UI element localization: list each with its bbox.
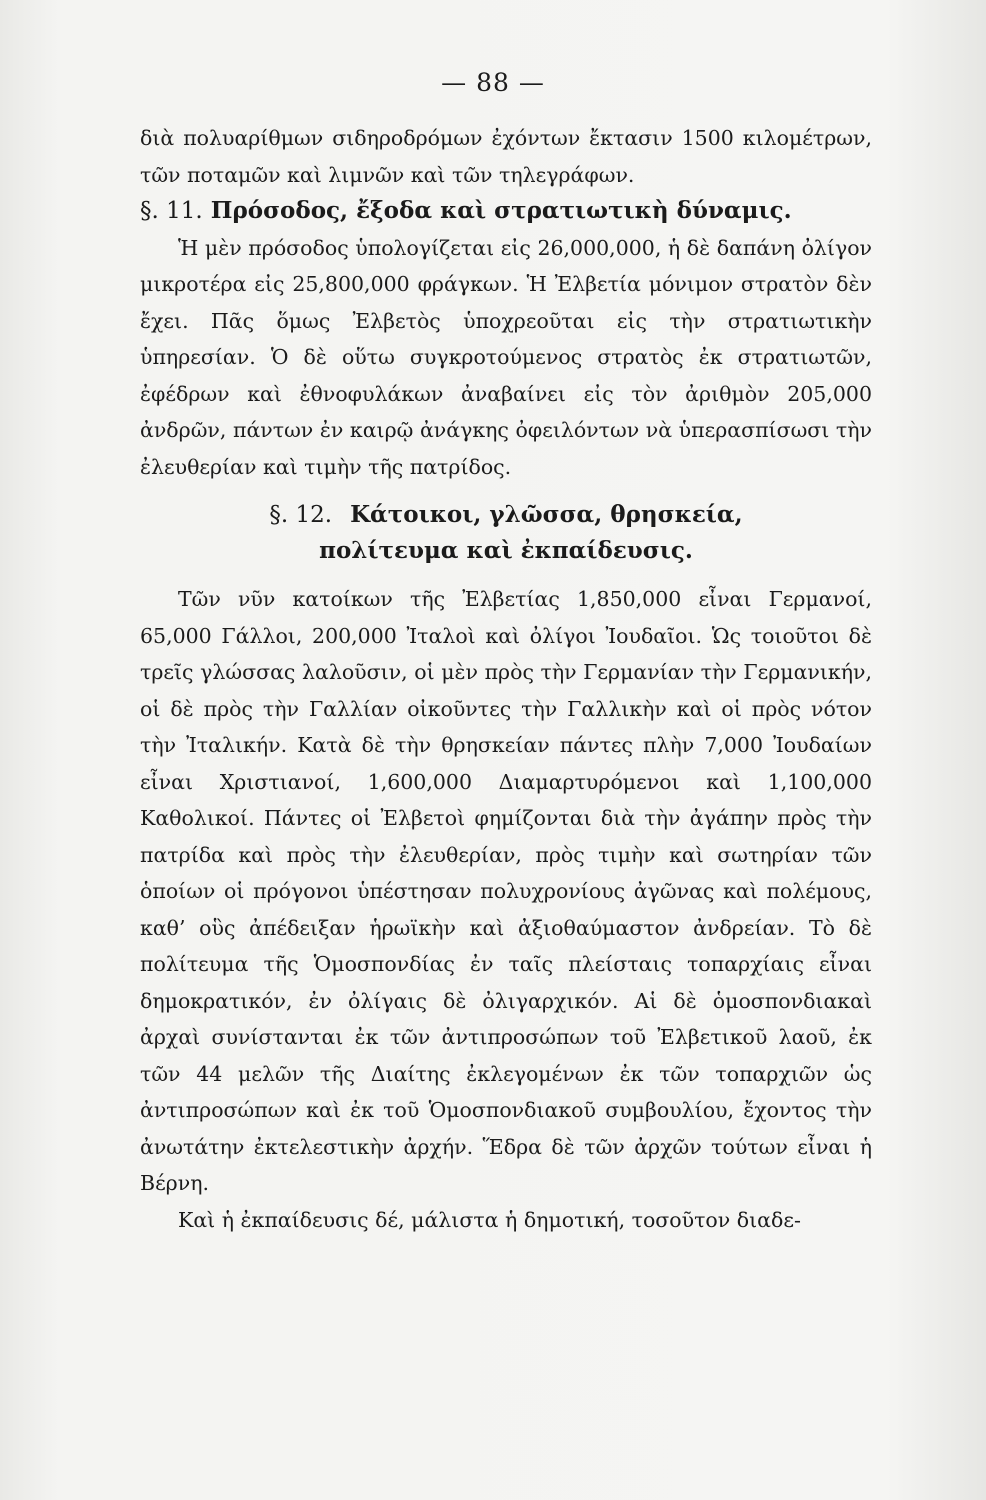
page-number: — 88 — (441, 68, 545, 97)
section-11-paragraph: Ἡ μὲν πρόσοδος ὑπολογίζεται εἰς 26,000,000, ἡ δὲ δαπάνη ὀλίγον μικροτέρα εἰς 25,800,000 φράγκων. Ἡ Ἐλβετία μόνιμον στρατὸν δὲν ἔχει. Πᾶς ὅμως Ἐλβετὸς ὑποχρεοῦται εἰς τὴν στρατιωτικὴν ὑπηρεσίαν. Ὁ δὲ οὕτω συγκροτούμενος στρατὸς ἐκ στρατιωτῶν, ἐφέδρων καὶ ἐθνοφυλάκων ἀναβαίνει εἰς τὸν ἀριθμὸν 205,000 ἀνδρῶν, πάντων ἐν καιρῷ ἀνάγκης ὀφειλόντων νὰ ὑπερασπίσωσι τὴν ἐλευθερίαν καὶ τιμὴν τῆς πατρίδος. (140, 235, 872, 479)
section-12-title-line1: Κάτοικοι, γλῶσσα, θρησκεία, (350, 501, 743, 528)
section-11-title: Πρόσοδος, ἔξοδα καὶ στρατιωτικὴ δύναμις. (210, 197, 792, 224)
intro-paragraph: διὰ πολυαρίθμων σιδηροδρόμων ἐχόντων ἔκτασιν 1500 κιλομέτρων, τῶν ποταμῶν καὶ λιμνῶν καὶ τῶν τηλεγράφων. (140, 126, 872, 187)
section-11-heading (140, 193, 872, 230)
section-12-last-line: Καὶ ἡ ἐκπαίδευσις δέ, μάλιστα ἡ δημοτική, τοσοῦτον διαδε- (178, 1207, 801, 1232)
section-12-title-line2: πολίτευμα καὶ ἐκπαίδευσις. (319, 537, 693, 564)
section-12-number: §. 12. (269, 502, 333, 528)
page-text (140, 120, 872, 1238)
section-12-paragraph: Τῶν νῦν κατοίκων τῆς Ἐλβετίας 1,850,000 εἶναι Γερμανοί, 65,000 Γάλλοι, 200,000 Ἰταλοὶ καὶ ὀλίγοι Ἰουδαῖοι. Ὡς τοιοῦτοι δὲ τρεῖς γλώσσας λαλοῦσιν, οἱ μὲν πρὸς τὴν Γερμανίαν τὴν Γερμανικήν, οἱ δὲ πρὸς τὴν Γαλλίαν οἰκοῦντες τὴν Γαλλικὴν καὶ οἱ πρὸς νότον τὴν Ἰταλικήν. Κατὰ δὲ τὴν θρησκείαν πάντες πλὴν 7,000 Ἰουδαίων εἶναι Χριστιανοί, 1,600,000 Διαμαρτυρόμενοι καὶ 1,100,000 Καθολικοί. Πάντες οἱ Ἐλβετοὶ φημίζονται διὰ τὴν ἀγάπην πρὸς τὴν πατρίδα καὶ πρὸς τὴν ἐλευθερίαν, πρὸς τιμὴν καὶ σωτηρίαν τῶν ὁποίων οἱ πρόγονοι ὑπέστησαν πολυχρονίους ἀγῶνας καὶ πολέμους, καθ’ οὓς ἀπέδειξαν ἡρωϊκὴν καὶ ἀξιοθαύμαστον ἀνδρείαν. Τὸ δὲ πολίτευμα τῆς Ὁμοσπονδίας ἐν ταῖς πλείσταις τοπαρχίαις εἶναι δημοκρατικόν, ἐν ὀλίγαις δὲ ὀλιγαρχικόν. Αἱ δὲ ὁμοσπονδιακαὶ ἀρχαὶ συνίστανται ἐκ τῶν ἀντιπροσώπων τοῦ Ἐλβετικοῦ λαοῦ, ἐκ τῶν 44 μελῶν τῆς Διαίτης ἐκλεγομένων ἐκ τῶν τοπαρχιῶν ὡς ἀντιπροσώπων καὶ ἐκ τοῦ Ὁμοσπονδιακοῦ συμβουλίου, ἔχοντος τὴν ἀνωτάτην ἐκτελεστικὴν ἀρχήν. Ἕδρα δὲ τῶν ἀρχῶν τούτων εἶναι ἡ Βέρνη. (140, 587, 872, 1195)
section-12-heading (140, 497, 872, 569)
section-11-number: §. 11. (140, 198, 203, 224)
